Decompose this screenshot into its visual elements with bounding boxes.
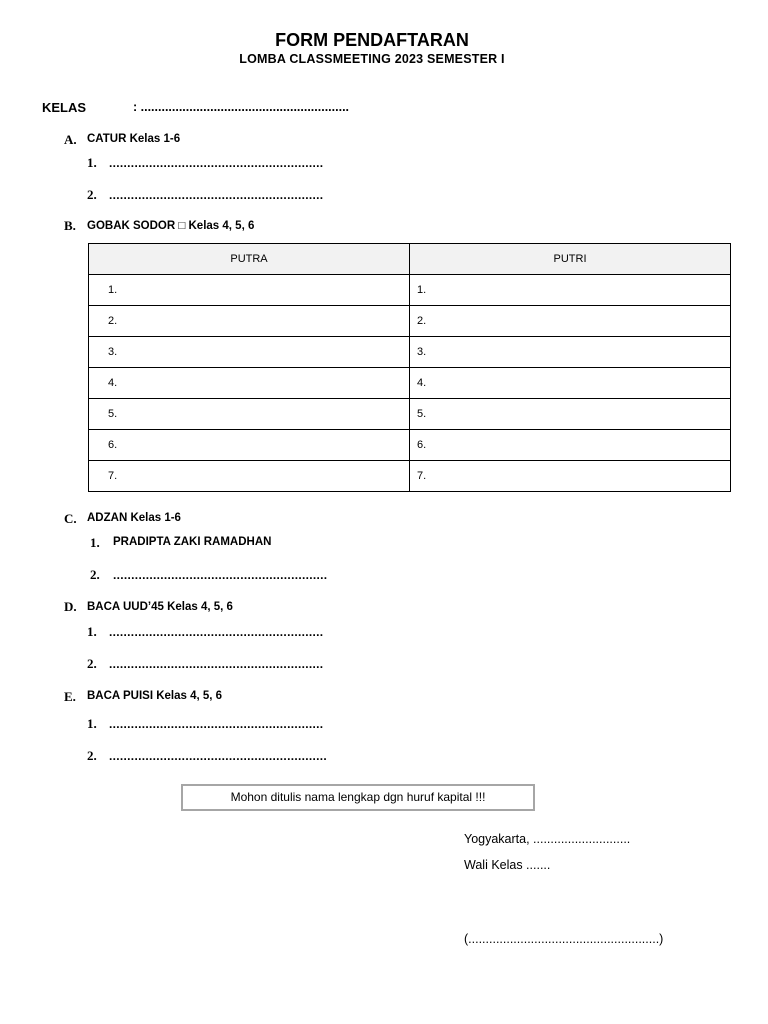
putra-cell[interactable]: 7. [89, 461, 410, 492]
putra-cell[interactable]: 1. [89, 275, 410, 306]
section-d-letter: D. [64, 599, 77, 614]
section-a-item-2-number: 2. [87, 187, 97, 202]
section-e-item-2-field[interactable]: ............................................................ [109, 749, 328, 763]
putri-cell[interactable]: 1. [410, 275, 731, 306]
form-subtitle: LOMBA CLASSMEETING 2023 SEMESTER I [239, 52, 505, 66]
column-header-putra: PUTRA [89, 244, 410, 275]
table-row [89, 306, 731, 337]
table-row [89, 275, 731, 306]
signature-name-field[interactable]: (.......................................................) [464, 932, 664, 946]
section-e-heading: BACA PUISI Kelas 4, 5, 6 [87, 690, 223, 702]
putri-cell[interactable]: 3. [410, 337, 731, 368]
putri-cell[interactable]: 6. [410, 430, 731, 461]
gobak-sodor-table [88, 243, 731, 492]
column-header-putri: PUTRI [410, 244, 731, 275]
signature-place-date[interactable]: Yogyakarta, ............................ [464, 832, 631, 846]
section-c-heading: ADZAN Kelas 1-6 [87, 512, 181, 524]
section-e-item-1-field[interactable]: ........................................................... [109, 717, 324, 731]
section-e-item-1-number: 1. [87, 716, 97, 731]
section-a-letter: A. [64, 132, 77, 147]
section-c-item-1-name[interactable]: PRADIPTA ZAKI RAMADHAN [113, 536, 272, 548]
section-e-letter: E. [64, 689, 76, 704]
section-d-item-1-field[interactable]: ........................................................... [109, 625, 324, 639]
section-c-item-2-number: 2. [90, 567, 100, 582]
section-b-heading: GOBAK SODOR □ Kelas 4, 5, 6 [87, 220, 255, 232]
putra-cell[interactable]: 5. [89, 399, 410, 430]
section-e-item-2-number: 2. [87, 748, 97, 763]
table-row [89, 368, 731, 399]
putra-cell[interactable]: 2. [89, 306, 410, 337]
table-row [89, 430, 731, 461]
form-title: FORM PENDAFTARAN [275, 30, 469, 50]
section-a-item-2-field[interactable]: ........................................................... [109, 188, 324, 202]
table-row [89, 461, 731, 492]
section-c-letter: C. [64, 511, 77, 526]
signature-role: Wali Kelas ....... [464, 858, 551, 872]
section-d-heading: BACA UUD’45 Kelas 4, 5, 6 [87, 601, 233, 613]
section-a-item-1-field[interactable]: ........................................................... [109, 156, 324, 170]
section-a-heading: CATUR Kelas 1-6 [87, 133, 181, 145]
section-c-item-2-field[interactable]: ........................................................... [113, 568, 328, 582]
putri-cell[interactable]: 7. [410, 461, 731, 492]
kelas-field[interactable]: : ............................................................ [133, 100, 350, 114]
table-header-row [89, 244, 731, 275]
putri-cell[interactable]: 2. [410, 306, 731, 337]
kelas-label: KELAS [42, 100, 87, 115]
section-b-letter: B. [64, 218, 76, 233]
section-d-item-1-number: 1. [87, 624, 97, 639]
putra-cell[interactable]: 6. [89, 430, 410, 461]
table-row [89, 337, 731, 368]
putra-cell[interactable]: 3. [89, 337, 410, 368]
section-a-item-1-number: 1. [87, 155, 97, 170]
section-c-item-1-number: 1. [90, 535, 100, 550]
putra-cell[interactable]: 4. [89, 368, 410, 399]
instruction-note: Mohon ditulis nama lengkap dgn huruf kapital !!! [181, 784, 535, 811]
section-d-item-2-number: 2. [87, 656, 97, 671]
table-row [89, 399, 731, 430]
putri-cell[interactable]: 5. [410, 399, 731, 430]
putri-cell[interactable]: 4. [410, 368, 731, 399]
section-d-item-2-field[interactable]: ........................................................... [109, 657, 324, 671]
